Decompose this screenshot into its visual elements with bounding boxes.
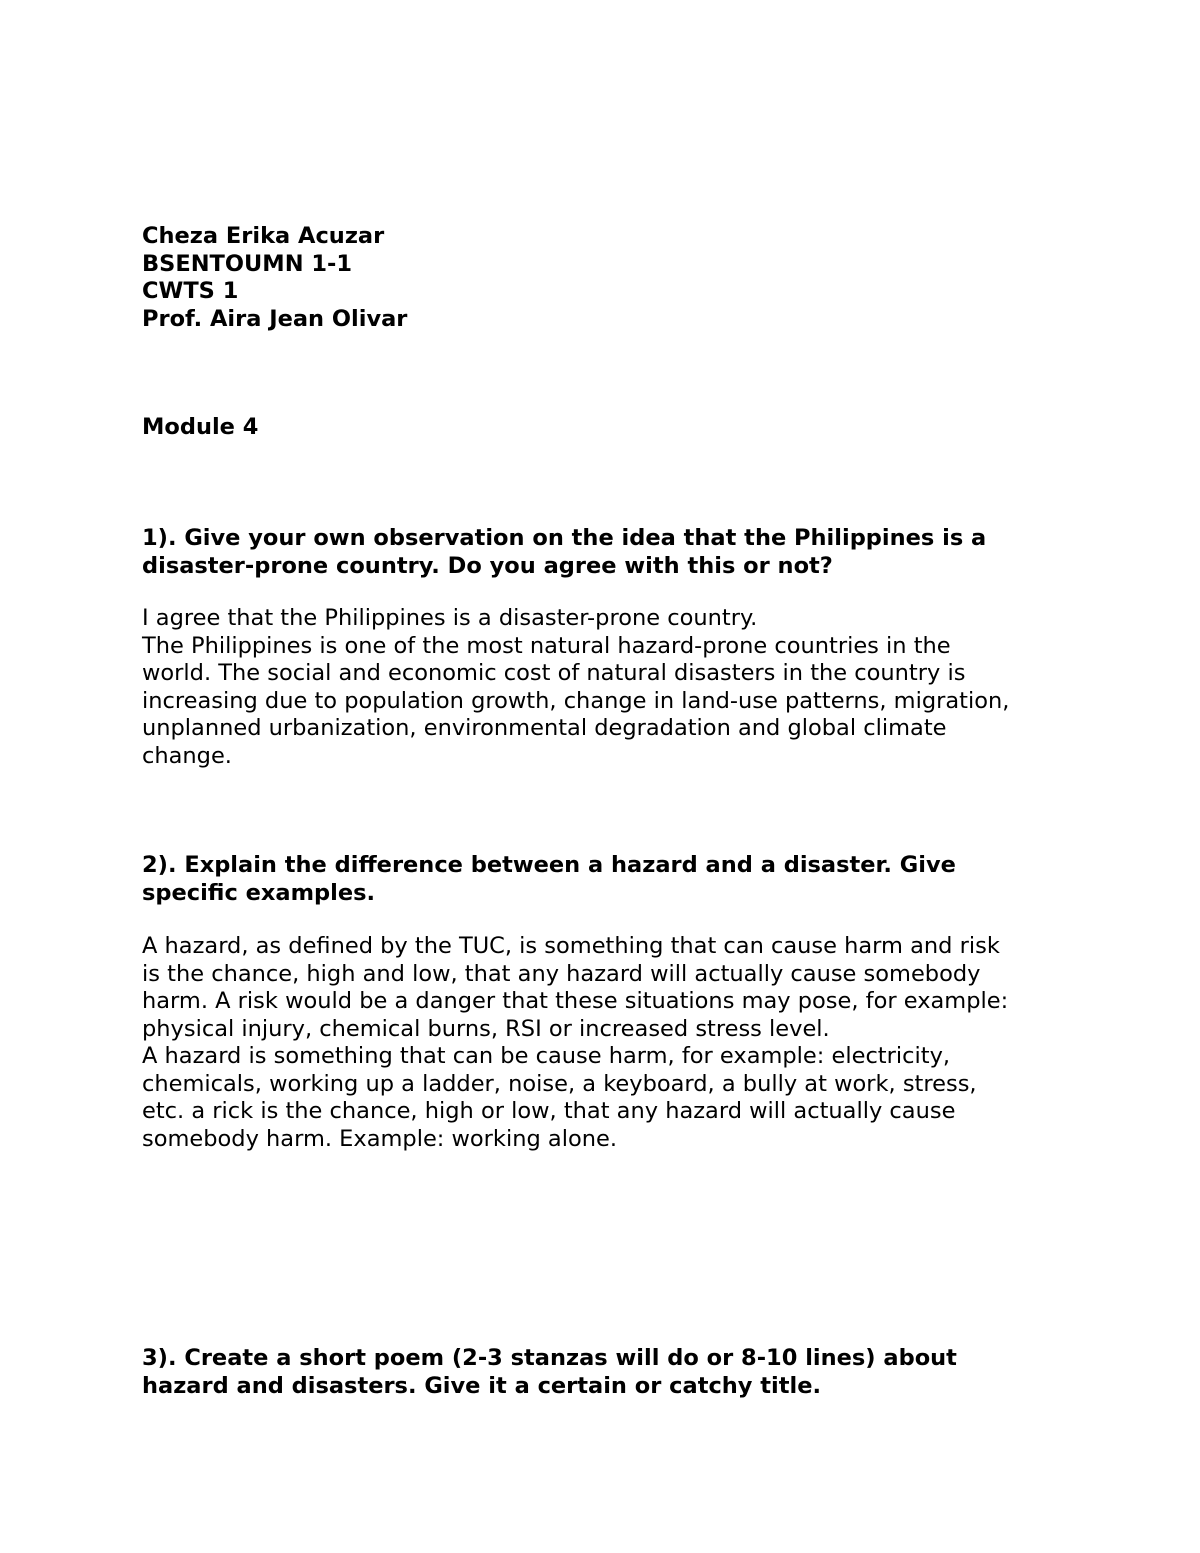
answer-1 <box>142 605 1062 770</box>
student-name: Cheza Erika Acuzar <box>142 223 385 249</box>
answer-2-line-4: physical injury, chemical burns, RSI or increased stress level. <box>142 1015 830 1042</box>
answer-1-line-3: world. The social and economic cost of natural disasters in the country is <box>142 660 966 686</box>
professor-name: Prof. Aira Jean Olivar <box>142 305 408 332</box>
answer-2-line-1: A hazard, as defined by the TUC, is something that can cause harm and risk <box>142 933 1000 959</box>
module-title <box>142 414 1062 442</box>
answer-2-line-6: chemicals, working up a ladder, noise, a keyboard, a bully at work, stress, <box>142 1070 977 1097</box>
question-3-line-2: hazard and disasters. Give it a certain or catchy title. <box>142 1372 822 1399</box>
question-3 <box>142 1345 1062 1400</box>
course-name: CWTS 1 <box>142 278 239 304</box>
answer-2-line-5: A hazard is something that can be cause harm, for example: electricity, <box>142 1043 951 1069</box>
answer-2-line-2: is the chance, high and low, that any hazard will actually cause somebody <box>142 960 981 987</box>
question-1 <box>142 525 1062 580</box>
answer-1-line-5: unplanned urbanization, environmental degradation and global climate <box>142 715 947 741</box>
answer-2-line-8: somebody harm. Example: working alone. <box>142 1125 617 1152</box>
answer-2-line-7: etc. a rick is the chance, high or low, that any hazard will actually cause <box>142 1098 956 1124</box>
answer-2-line-3: harm. A risk would be a danger that these situations may pose, for example: <box>142 988 1009 1014</box>
question-3-line-1: 3). Create a short poem (2-3 stanzas will do or 8-10 lines) about <box>142 1345 957 1371</box>
question-1-line-1: 1). Give your own observation on the idea that the Philippines is a <box>142 525 987 551</box>
student-info <box>142 223 1062 333</box>
answer-1-line-2: The Philippines is one of the most natural hazard-prone countries in the <box>142 632 951 659</box>
answer-1-line-4: increasing due to population growth, change in land-use patterns, migration, <box>142 687 1010 714</box>
answer-2 <box>142 933 1062 1153</box>
module-title-text: Module 4 <box>142 414 259 440</box>
question-2 <box>142 852 1062 907</box>
answer-1-line-6: change. <box>142 742 232 769</box>
answer-1-line-1: I agree that the Philippines is a disaster-prone country. <box>142 605 758 631</box>
question-1-line-2: disaster-prone country. Do you agree with this or not? <box>142 552 833 579</box>
question-2-line-2: specific examples. <box>142 879 376 906</box>
question-2-line-1: 2). Explain the difference between a hazard and a disaster. Give <box>142 852 956 878</box>
student-section: BSENTOUMN 1-1 <box>142 250 353 277</box>
